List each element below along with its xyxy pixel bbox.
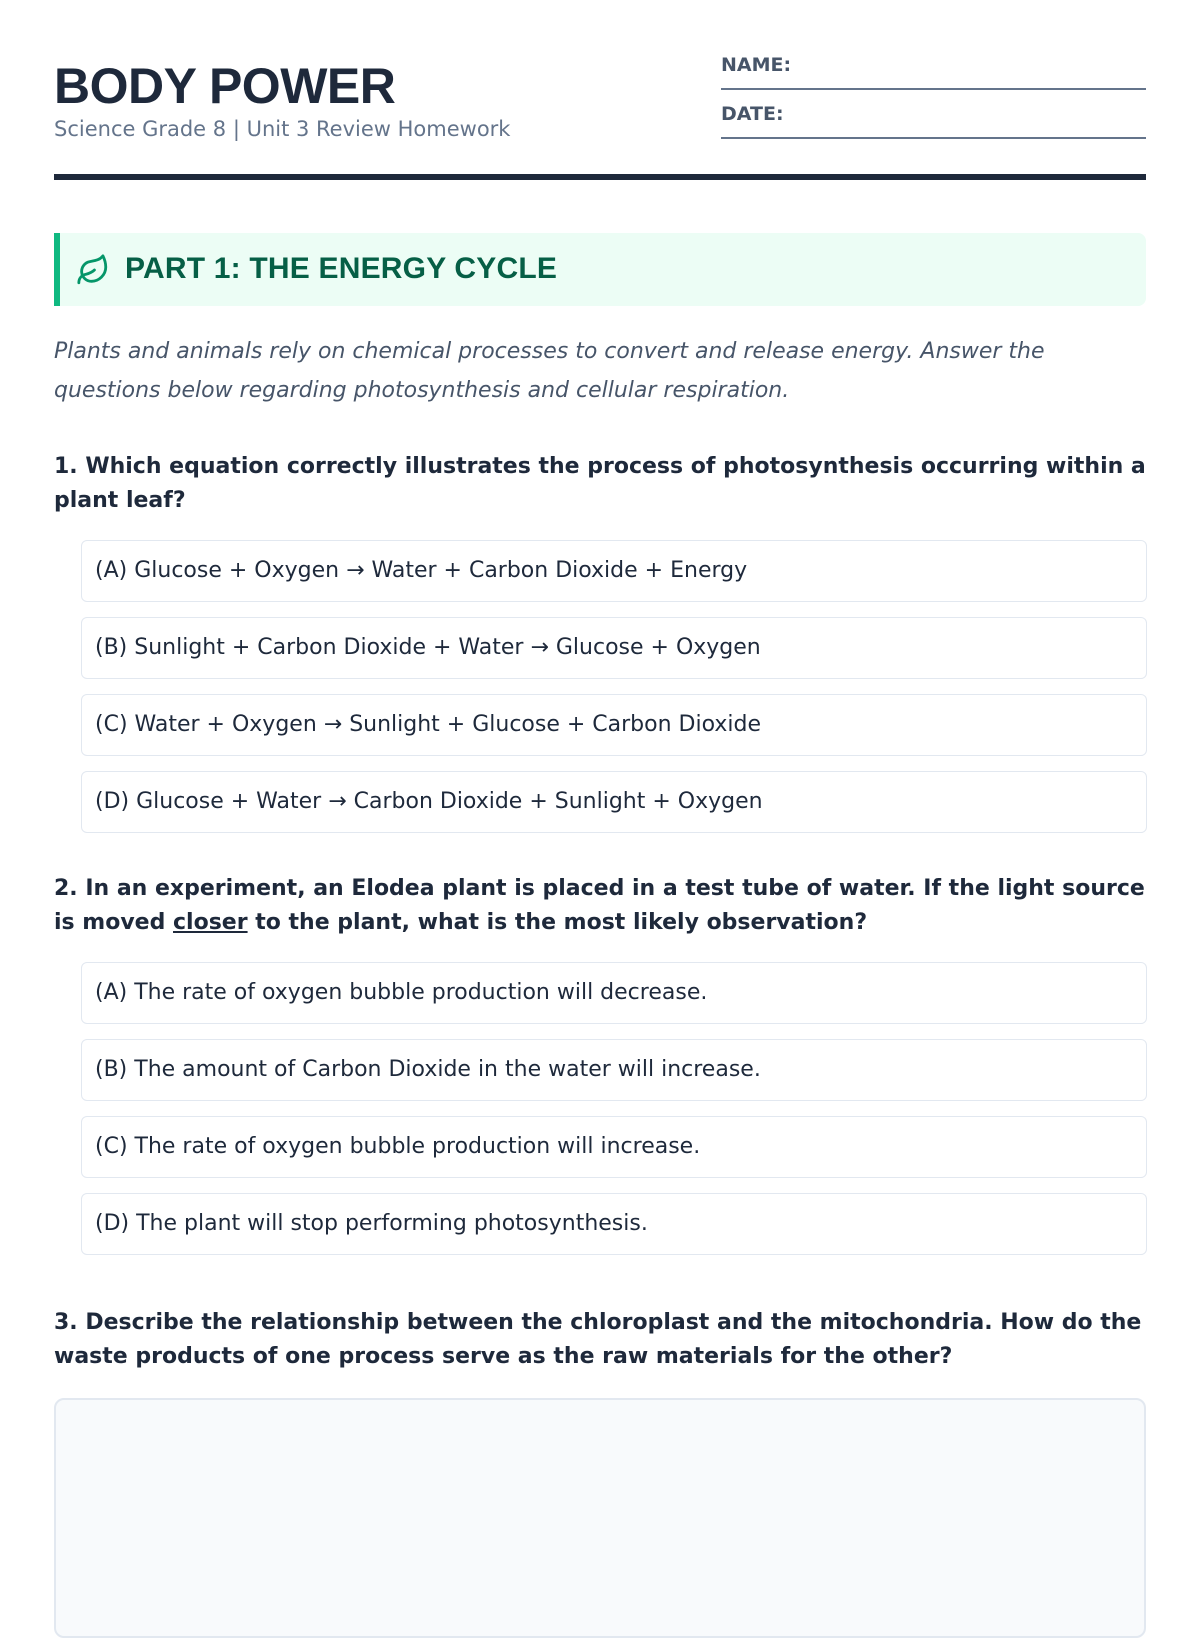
part1-intro: Plants and animals rely on chemical processes to convert and release energy. Answer the questions below regarding photosynthesis and cellular respiration. <box>54 339 1045 403</box>
question-2-text-after: to the plant, what is the most likely observation? <box>247 910 868 935</box>
q1-option-b[interactable]: (B) Sunlight + Carbon Dioxide + Water → Glucose + Oxygen <box>81 617 1147 679</box>
page-subtitle: Science Grade 8 | Unit 3 Review Homework <box>54 117 511 141</box>
question-2-text <box>54 872 1146 940</box>
worksheet-header <box>54 50 1146 180</box>
page-title: BODY POWER <box>54 58 396 114</box>
q2-option-b[interactable]: (B) The amount of Carbon Dioxide in the water will increase. <box>81 1039 1147 1101</box>
part1-title: PART 1: THE ENERGY CYCLE <box>125 252 558 285</box>
name-field[interactable] <box>721 50 1146 90</box>
leaf-icon <box>76 253 110 287</box>
date-field[interactable] <box>721 99 1146 139</box>
q2-option-c[interactable]: (C) The rate of oxygen bubble production will increase. <box>81 1116 1147 1178</box>
question-2-text-before: 2. In an experiment, an Elodea plant is placed in a test tube of water. If the light source is moved <box>54 876 1145 935</box>
date-label: DATE: <box>721 103 784 125</box>
name-label: NAME: <box>721 54 792 76</box>
question-3-text: 3. Describe the relationship between the chloroplast and the mitochondria. How do the waste products of one process serve as the raw materials for the other? <box>54 1310 1142 1369</box>
header-divider <box>54 174 1146 180</box>
q1-option-d[interactable]: (D) Glucose + Water → Carbon Dioxide + Sunlight + Oxygen <box>81 771 1147 833</box>
q2-option-d[interactable]: (D) The plant will stop performing photosynthesis. <box>81 1193 1147 1255</box>
q3-answer-box[interactable] <box>54 1398 1146 1638</box>
question-2-emphasis: closer <box>173 910 248 935</box>
question-1-text: 1. Which equation correctly illustrates the process of photosynthesis occurring within a plant leaf? <box>54 454 1146 513</box>
part1-banner <box>54 233 1146 306</box>
q1-option-a[interactable]: (A) Glucose + Oxygen → Water + Carbon Dioxide + Energy <box>81 540 1147 602</box>
q1-option-c[interactable]: (C) Water + Oxygen → Sunlight + Glucose + Carbon Dioxide <box>81 694 1147 756</box>
q2-option-a[interactable]: (A) The rate of oxygen bubble production will decrease. <box>81 962 1147 1024</box>
